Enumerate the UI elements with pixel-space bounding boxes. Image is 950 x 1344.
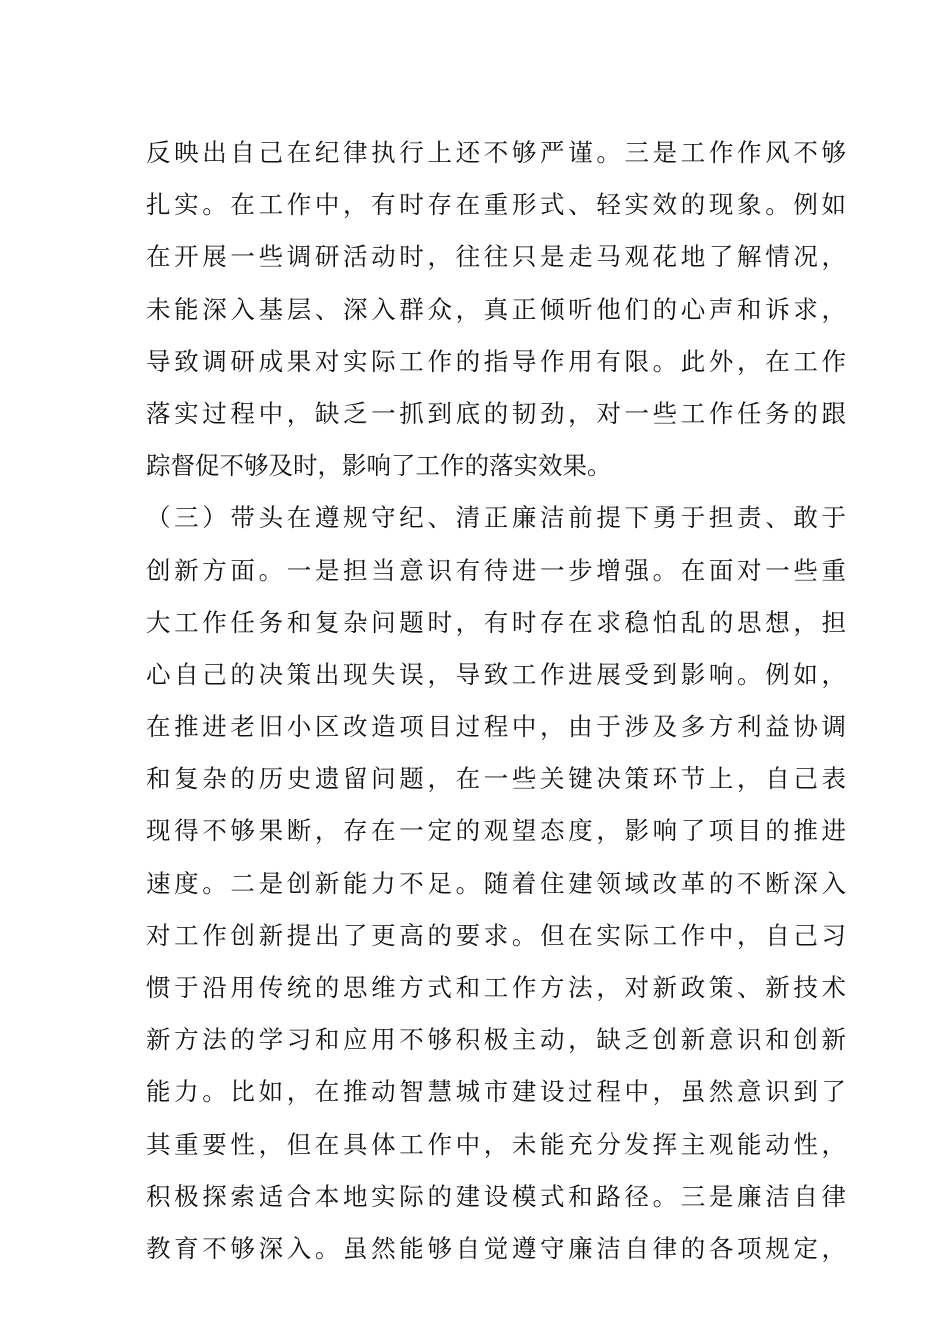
text-line: 新方法的学习和应用不够积极主动，缺乏创新意识和创新 (146, 1025, 846, 1055)
text-line: 未能深入基层、深入群众，真正倾听他们的心声和诉求， (146, 294, 846, 324)
text-line: 能力。比如，在推动智慧城市建设过程中，虽然意识到了 (146, 1077, 846, 1107)
body-text (146, 131, 846, 1279)
section-heading-line: （三）带头在遵规守纪、清正廉洁前提下勇于担责、敢于 (146, 503, 846, 533)
text-line: 现得不够果断，存在一定的观望态度，影响了项目的推进 (146, 816, 846, 846)
text-line: 速度。二是创新能力不足。随着住建领域改革的不断深入 (146, 868, 846, 898)
paragraph-end-line: 踪督促不够及时，影响了工作的落实效果。 (146, 451, 612, 481)
text-line: 和复杂的历史遗留问题，在一些关键决策环节上，自己表 (146, 764, 846, 794)
text-line: 大工作任务和复杂问题时，有时存在求稳怕乱的思想，担 (146, 607, 846, 637)
text-line: 在推进老旧小区改造项目过程中，由于涉及多方利益协调 (146, 712, 846, 742)
text-line: 落实过程中，缺乏一抓到底的韧劲，对一些工作任务的跟 (146, 398, 846, 428)
text-line: 创新方面。一是担当意识有待进一步增强。在面对一些重 (146, 555, 846, 585)
text-line: 在开展一些调研活动时，往往只是走马观花地了解情况， (146, 242, 846, 272)
text-line: 心自己的决策出现失误，导致工作进展受到影响。例如， (146, 659, 846, 689)
text-line: 反映出自己在纪律执行上还不够严谨。三是工作作风不够 (146, 138, 846, 167)
text-line: 其重要性，但在具体工作中，未能充分发挥主观能动性， (146, 1129, 846, 1159)
text-line: 惯于沿用传统的思维方式和工作方法，对新政策、新技术 (146, 973, 846, 1002)
text-line: 教育不够深入。虽然能够自觉遵守廉洁自律的各项规定， (146, 1233, 846, 1263)
text-line: 扎实。在工作中，有时存在重形式、轻实效的现象。例如 (146, 190, 846, 220)
text-line: 积极探索适合本地实际的建设模式和路径。三是廉洁自律 (146, 1181, 846, 1211)
text-line: 对工作创新提出了更高的要求。但在实际工作中，自己习 (146, 920, 846, 950)
text-line: 导致调研成果对实际工作的指导作用有限。此外，在工作 (146, 346, 846, 376)
